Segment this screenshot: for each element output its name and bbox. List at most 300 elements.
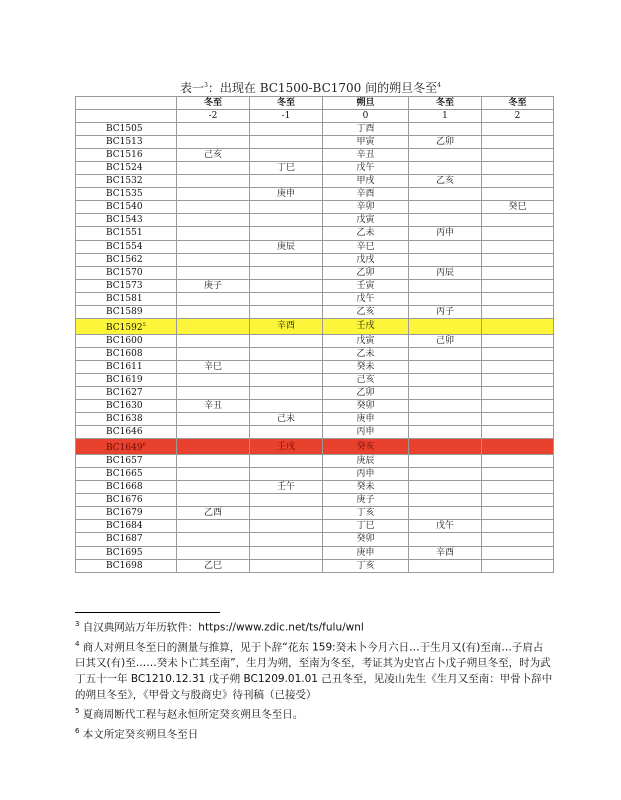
table-row — [76, 227, 554, 240]
table-row — [76, 318, 554, 334]
ganzhi-cell — [409, 426, 482, 439]
year-label: BC1687 — [106, 534, 143, 545]
ganzhi-cell — [482, 520, 554, 533]
ganzhi-cell — [177, 162, 250, 175]
footnote — [75, 636, 553, 704]
year-label: BC1551 — [106, 228, 143, 239]
year-label: BC1505 — [106, 124, 143, 135]
table-row — [76, 455, 554, 468]
ganzhi-cell — [177, 253, 250, 266]
table-row — [76, 305, 554, 318]
caption-title: ：出现在 BC1500-BC1700 间的朔旦冬至 — [207, 81, 438, 95]
ganzhi-cell — [409, 201, 482, 214]
ganzhi-cell — [177, 318, 250, 334]
ganzhi-cell: 丙申 — [323, 468, 409, 481]
year-cell — [76, 253, 177, 266]
table-row — [76, 413, 554, 426]
ganzhi-cell — [482, 253, 554, 266]
table-row — [76, 149, 554, 162]
ganzhi-cell — [177, 520, 250, 533]
ganzhi-cell — [250, 292, 323, 305]
year-label: BC1535 — [106, 189, 143, 200]
ganzhi-cell — [482, 162, 554, 175]
subheader-cell: -2 — [177, 110, 250, 123]
year-cell — [76, 162, 177, 175]
ganzhi-cell — [482, 400, 554, 413]
year-label: BC1589 — [106, 306, 143, 317]
year-cell — [76, 507, 177, 520]
year-label: BC1592 — [106, 322, 143, 333]
ganzhi-cell — [409, 279, 482, 292]
year-label: BC1611 — [106, 361, 143, 372]
subheader-cell: -1 — [250, 110, 323, 123]
table-row — [76, 162, 554, 175]
ganzhi-cell: 乙卯 — [323, 386, 409, 399]
ganzhi-cell — [177, 455, 250, 468]
ganzhi-cell — [482, 347, 554, 360]
table-row — [76, 175, 554, 188]
year-cell — [76, 305, 177, 318]
ganzhi-cell — [250, 468, 323, 481]
year-label: BC1581 — [106, 293, 143, 304]
ganzhi-cell: 戊午 — [323, 292, 409, 305]
table-row — [76, 439, 554, 455]
table-row — [76, 347, 554, 360]
ganzhi-cell: 庚申 — [323, 546, 409, 559]
ganzhi-cell: 庚子 — [177, 279, 250, 292]
ganzhi-cell — [250, 214, 323, 227]
ganzhi-cell: 壬寅 — [323, 279, 409, 292]
year-cell — [76, 292, 177, 305]
year-label: BC1698 — [106, 560, 143, 571]
year-cell — [76, 318, 177, 334]
ganzhi-cell — [409, 507, 482, 520]
ganzhi-cell — [177, 386, 250, 399]
ganzhi-cell — [409, 360, 482, 373]
table-row — [76, 400, 554, 413]
table-caption — [0, 79, 621, 96]
ganzhi-cell: 辛酉 — [250, 318, 323, 334]
ganzhi-cell — [482, 292, 554, 305]
year-label: BC1600 — [106, 335, 143, 346]
ganzhi-cell — [250, 305, 323, 318]
year-label: BC1679 — [106, 508, 143, 519]
year-label: BC1649 — [106, 443, 143, 454]
year-cell — [76, 520, 177, 533]
ganzhi-cell — [409, 253, 482, 266]
year-cell — [76, 439, 177, 455]
ganzhi-cell — [250, 400, 323, 413]
year-cell — [76, 266, 177, 279]
ganzhi-cell: 乙未 — [323, 227, 409, 240]
ganzhi-cell — [177, 426, 250, 439]
ganzhi-cell — [177, 305, 250, 318]
table-row — [76, 360, 554, 373]
year-label: BC1554 — [106, 241, 143, 252]
year-cell — [76, 360, 177, 373]
table-row — [76, 426, 554, 439]
table-row — [76, 253, 554, 266]
ganzhi-cell — [482, 468, 554, 481]
ganzhi-cell — [177, 188, 250, 201]
ganzhi-cell — [482, 149, 554, 162]
caption-label: 表一 — [180, 81, 205, 95]
ganzhi-cell: 乙亥 — [409, 175, 482, 188]
year-cell — [76, 559, 177, 572]
ganzhi-cell — [177, 546, 250, 559]
year-cell — [76, 227, 177, 240]
year-cell — [76, 533, 177, 546]
ganzhi-cell: 丁巳 — [250, 162, 323, 175]
year-cell — [76, 214, 177, 227]
ganzhi-cell — [177, 292, 250, 305]
ganzhi-cell — [250, 123, 323, 136]
ganzhi-cell — [177, 266, 250, 279]
ganzhi-cell: 丁巳 — [323, 520, 409, 533]
year-cell — [76, 546, 177, 559]
ganzhi-cell: 癸卯 — [323, 533, 409, 546]
ganzhi-cell — [482, 494, 554, 507]
footnote-text: 商人对朔旦冬至日的测量与推算，见于卜辞“花东 159:癸未卜今月六日…于生月又(有)至南…子肩占曰其又(有)至……癸未卜亡其至南”，生月为朔，至南为冬至，考证其为史官占卜戊子朔旦冬至，时为武丁五十一年 BC1210.12.31 戊子朔 BC1209.01.01 己丑冬至，见凌山先生《生月又至南：甲骨卜辞中的朔旦冬至》，《甲骨文与殷商史》待刊稿（已接受） — [75, 641, 553, 701]
ganzhi-cell — [482, 214, 554, 227]
ganzhi-cell: 戊午 — [323, 162, 409, 175]
ganzhi-cell — [409, 162, 482, 175]
ganzhi-cell — [250, 279, 323, 292]
ganzhi-cell: 甲戌 — [323, 175, 409, 188]
ganzhi-cell — [409, 468, 482, 481]
ganzhi-cell: 癸巳 — [482, 201, 554, 214]
table-row — [76, 188, 554, 201]
ganzhi-cell — [177, 123, 250, 136]
ganzhi-cell: 乙酉 — [177, 507, 250, 520]
ganzhi-cell — [177, 468, 250, 481]
ganzhi-cell — [482, 175, 554, 188]
ganzhi-cell — [177, 439, 250, 455]
ganzhi-cell — [482, 188, 554, 201]
ganzhi-cell: 己亥 — [177, 149, 250, 162]
year-cell — [76, 201, 177, 214]
ganzhi-cell: 癸亥 — [323, 439, 409, 455]
year-cell — [76, 386, 177, 399]
ganzhi-cell — [409, 413, 482, 426]
ganzhi-cell — [482, 360, 554, 373]
ganzhi-cell — [409, 559, 482, 572]
table-row — [76, 481, 554, 494]
footnote-text: 夏商周断代工程与赵永恒所定癸亥朔旦冬至日。 — [79, 708, 304, 721]
year-footnote-ref[interactable]: 5 — [142, 321, 146, 328]
ganzhi-cell — [409, 347, 482, 360]
ganzhi-cell: 乙卯 — [409, 136, 482, 149]
ganzhi-cell — [409, 455, 482, 468]
table-row — [76, 373, 554, 386]
ganzhi-cell — [482, 546, 554, 559]
ganzhi-cell — [250, 426, 323, 439]
footnote-number: 6 — [75, 726, 80, 735]
ganzhi-cell — [482, 533, 554, 546]
year-cell — [76, 494, 177, 507]
ganzhi-cell — [250, 227, 323, 240]
ganzhi-cell — [177, 481, 250, 494]
year-cell — [76, 188, 177, 201]
ganzhi-cell — [482, 507, 554, 520]
ganzhi-cell: 己卯 — [409, 334, 482, 347]
ganzhi-cell — [409, 481, 482, 494]
year-label: BC1646 — [106, 427, 143, 438]
ganzhi-cell — [250, 175, 323, 188]
table-row — [76, 279, 554, 292]
ganzhi-cell: 丁酉 — [323, 123, 409, 136]
ganzhi-cell: 庚子 — [323, 494, 409, 507]
year-label: BC1570 — [106, 267, 143, 278]
year-cell — [76, 468, 177, 481]
year-footnote-ref[interactable]: 6 — [142, 442, 146, 449]
ganzhi-cell — [482, 455, 554, 468]
year-label: BC1516 — [106, 150, 143, 161]
ganzhi-cell — [409, 400, 482, 413]
table-row — [76, 559, 554, 572]
ganzhi-cell — [482, 481, 554, 494]
ganzhi-cell: 乙未 — [323, 347, 409, 360]
table-row — [76, 214, 554, 227]
ganzhi-cell: 辛酉 — [323, 188, 409, 201]
ganzhi-cell: 丁亥 — [323, 507, 409, 520]
ganzhi-cell: 丙辰 — [409, 266, 482, 279]
ganzhi-cell: 癸未 — [323, 481, 409, 494]
year-cell — [76, 240, 177, 253]
footnote — [75, 723, 553, 743]
ganzhi-cell — [482, 279, 554, 292]
ganzhi-cell — [409, 214, 482, 227]
ganzhi-cell — [250, 253, 323, 266]
year-label: BC1524 — [106, 163, 143, 174]
ganzhi-cell: 己亥 — [323, 373, 409, 386]
year-label: BC1532 — [106, 176, 143, 187]
ganzhi-cell: 戊戌 — [323, 253, 409, 266]
ganzhi-cell: 甲寅 — [323, 136, 409, 149]
ganzhi-cell — [250, 149, 323, 162]
footnote-number: 4 — [75, 639, 80, 648]
subheader-row — [76, 110, 554, 123]
year-cell — [76, 481, 177, 494]
header-cell: 冬至 — [482, 97, 554, 110]
ganzhi-cell — [177, 413, 250, 426]
year-label: BC1676 — [106, 495, 143, 506]
ganzhi-cell — [409, 533, 482, 546]
footnote-number: 5 — [75, 707, 80, 715]
table-row — [76, 533, 554, 546]
ganzhi-cell — [250, 334, 323, 347]
table-row — [76, 507, 554, 520]
table-row — [76, 123, 554, 136]
ganzhi-cell — [482, 227, 554, 240]
year-label: BC1540 — [106, 202, 143, 213]
ganzhi-cell — [409, 318, 482, 334]
header-cell: 冬至 — [409, 97, 482, 110]
ganzhi-cell — [482, 413, 554, 426]
ganzhi-cell: 辛巳 — [323, 240, 409, 253]
table-row — [76, 201, 554, 214]
year-label: BC1573 — [106, 280, 143, 291]
ganzhi-cell — [250, 559, 323, 572]
ganzhi-cell: 辛巳 — [177, 360, 250, 373]
footnote — [75, 616, 553, 636]
ganzhi-cell — [250, 533, 323, 546]
ganzhi-cell: 乙亥 — [323, 305, 409, 318]
ganzhi-cell — [250, 347, 323, 360]
subheader-cell: 0 — [323, 110, 409, 123]
ganzhi-cell: 庚申 — [250, 188, 323, 201]
table-row — [76, 520, 554, 533]
year-cell — [76, 149, 177, 162]
ganzhi-cell — [250, 386, 323, 399]
header-cell: 冬至 — [250, 97, 323, 110]
year-label: BC1608 — [106, 348, 143, 359]
year-cell — [76, 373, 177, 386]
subheader-cell: 2 — [482, 110, 554, 123]
year-label: BC1668 — [106, 482, 143, 493]
year-cell — [76, 279, 177, 292]
ganzhi-cell — [177, 240, 250, 253]
ganzhi-cell — [250, 520, 323, 533]
ganzhi-cell: 庚申 — [323, 413, 409, 426]
ganzhi-cell — [177, 214, 250, 227]
ganzhi-cell: 壬午 — [250, 481, 323, 494]
ganzhi-cell — [409, 188, 482, 201]
subheader-cell: 1 — [409, 110, 482, 123]
ganzhi-cell — [482, 426, 554, 439]
ganzhi-cell: 乙巳 — [177, 559, 250, 572]
ganzhi-cell: 戊午 — [409, 520, 482, 533]
footnote-number: 3 — [75, 620, 80, 628]
ganzhi-cell — [409, 149, 482, 162]
table-row — [76, 240, 554, 253]
ganzhi-cell: 戊寅 — [323, 214, 409, 227]
ganzhi-cell — [482, 386, 554, 399]
ganzhi-cell — [250, 360, 323, 373]
footnote-text: 本文所定癸亥朔旦冬至日 — [79, 728, 199, 740]
ganzhi-cell — [177, 533, 250, 546]
ganzhi-cell — [409, 123, 482, 136]
year-label: BC1543 — [106, 215, 143, 226]
table-row — [76, 546, 554, 559]
year-label: BC1638 — [106, 414, 143, 425]
ganzhi-cell: 丁亥 — [323, 559, 409, 572]
ganzhi-cell — [250, 507, 323, 520]
footnotes — [75, 616, 553, 742]
table-row — [76, 494, 554, 507]
ganzhi-cell: 乙卯 — [323, 266, 409, 279]
ganzhi-cell — [482, 123, 554, 136]
year-cell — [76, 413, 177, 426]
ganzhi-cell — [482, 305, 554, 318]
ganzhi-cell — [409, 494, 482, 507]
ganzhi-cell — [482, 439, 554, 455]
year-label: BC1695 — [106, 547, 143, 558]
year-cell — [76, 123, 177, 136]
header-cell: 冬至 — [177, 97, 250, 110]
footnote-text: 自汉典网站万年历软件：https://www.zdic.net/ts/fulu/wnl — [79, 621, 364, 634]
ganzhi-cell: 丙申 — [323, 426, 409, 439]
year-cell — [76, 347, 177, 360]
ganzhi-cell — [177, 494, 250, 507]
ganzhi-cell: 壬戌 — [250, 439, 323, 455]
table-body — [76, 97, 554, 573]
ganzhi-cell: 癸卯 — [323, 400, 409, 413]
ganzhi-cell: 丙申 — [409, 227, 482, 240]
table-row — [76, 334, 554, 347]
ganzhi-cell: 戊寅 — [323, 334, 409, 347]
ganzhi-cell — [482, 334, 554, 347]
table-row — [76, 468, 554, 481]
table-row — [76, 266, 554, 279]
ganzhi-cell: 己未 — [250, 413, 323, 426]
ganzhi-cell — [482, 318, 554, 334]
ganzhi-cell — [409, 292, 482, 305]
header-cell — [76, 97, 177, 110]
ganzhi-cell: 庚辰 — [250, 240, 323, 253]
ganzhi-cell: 辛卯 — [323, 201, 409, 214]
solstice-table — [75, 96, 554, 573]
ganzhi-cell — [250, 373, 323, 386]
ganzhi-cell — [177, 136, 250, 149]
ganzhi-cell: 癸未 — [323, 360, 409, 373]
ganzhi-cell — [250, 201, 323, 214]
ganzhi-cell — [177, 201, 250, 214]
table-row — [76, 292, 554, 305]
ganzhi-cell: 辛酉 — [409, 546, 482, 559]
ganzhi-cell — [177, 175, 250, 188]
subheader-cell — [76, 110, 177, 123]
ganzhi-cell — [250, 546, 323, 559]
year-label: BC1657 — [106, 456, 143, 467]
ganzhi-cell: 辛丑 — [177, 400, 250, 413]
year-cell — [76, 136, 177, 149]
ganzhi-cell — [482, 559, 554, 572]
footnote-divider — [75, 612, 220, 613]
ganzhi-cell — [250, 136, 323, 149]
ganzhi-cell — [482, 373, 554, 386]
ganzhi-cell — [177, 347, 250, 360]
ganzhi-cell: 壬戌 — [323, 318, 409, 334]
year-cell — [76, 426, 177, 439]
ganzhi-cell — [250, 455, 323, 468]
ganzhi-cell — [409, 386, 482, 399]
table-row — [76, 136, 554, 149]
year-label: BC1684 — [106, 521, 143, 532]
ganzhi-cell — [409, 240, 482, 253]
caption-footnote-ref[interactable]: 3 — [204, 82, 208, 89]
ganzhi-cell — [482, 266, 554, 279]
ganzhi-cell — [482, 136, 554, 149]
ganzhi-cell: 庚辰 — [323, 455, 409, 468]
ganzhi-cell — [482, 240, 554, 253]
year-cell — [76, 455, 177, 468]
table-row — [76, 386, 554, 399]
caption-footnote-ref[interactable]: 4 — [437, 82, 441, 89]
ganzhi-cell — [177, 373, 250, 386]
ganzhi-cell — [177, 334, 250, 347]
header-cell: 朔旦 — [323, 97, 409, 110]
year-label: BC1665 — [106, 469, 143, 480]
year-cell — [76, 175, 177, 188]
year-label: BC1562 — [106, 254, 143, 265]
ganzhi-cell — [409, 439, 482, 455]
ganzhi-cell: 辛丑 — [323, 149, 409, 162]
ganzhi-cell: 丙子 — [409, 305, 482, 318]
ganzhi-cell — [177, 227, 250, 240]
ganzhi-cell — [250, 494, 323, 507]
year-label: BC1513 — [106, 137, 143, 148]
